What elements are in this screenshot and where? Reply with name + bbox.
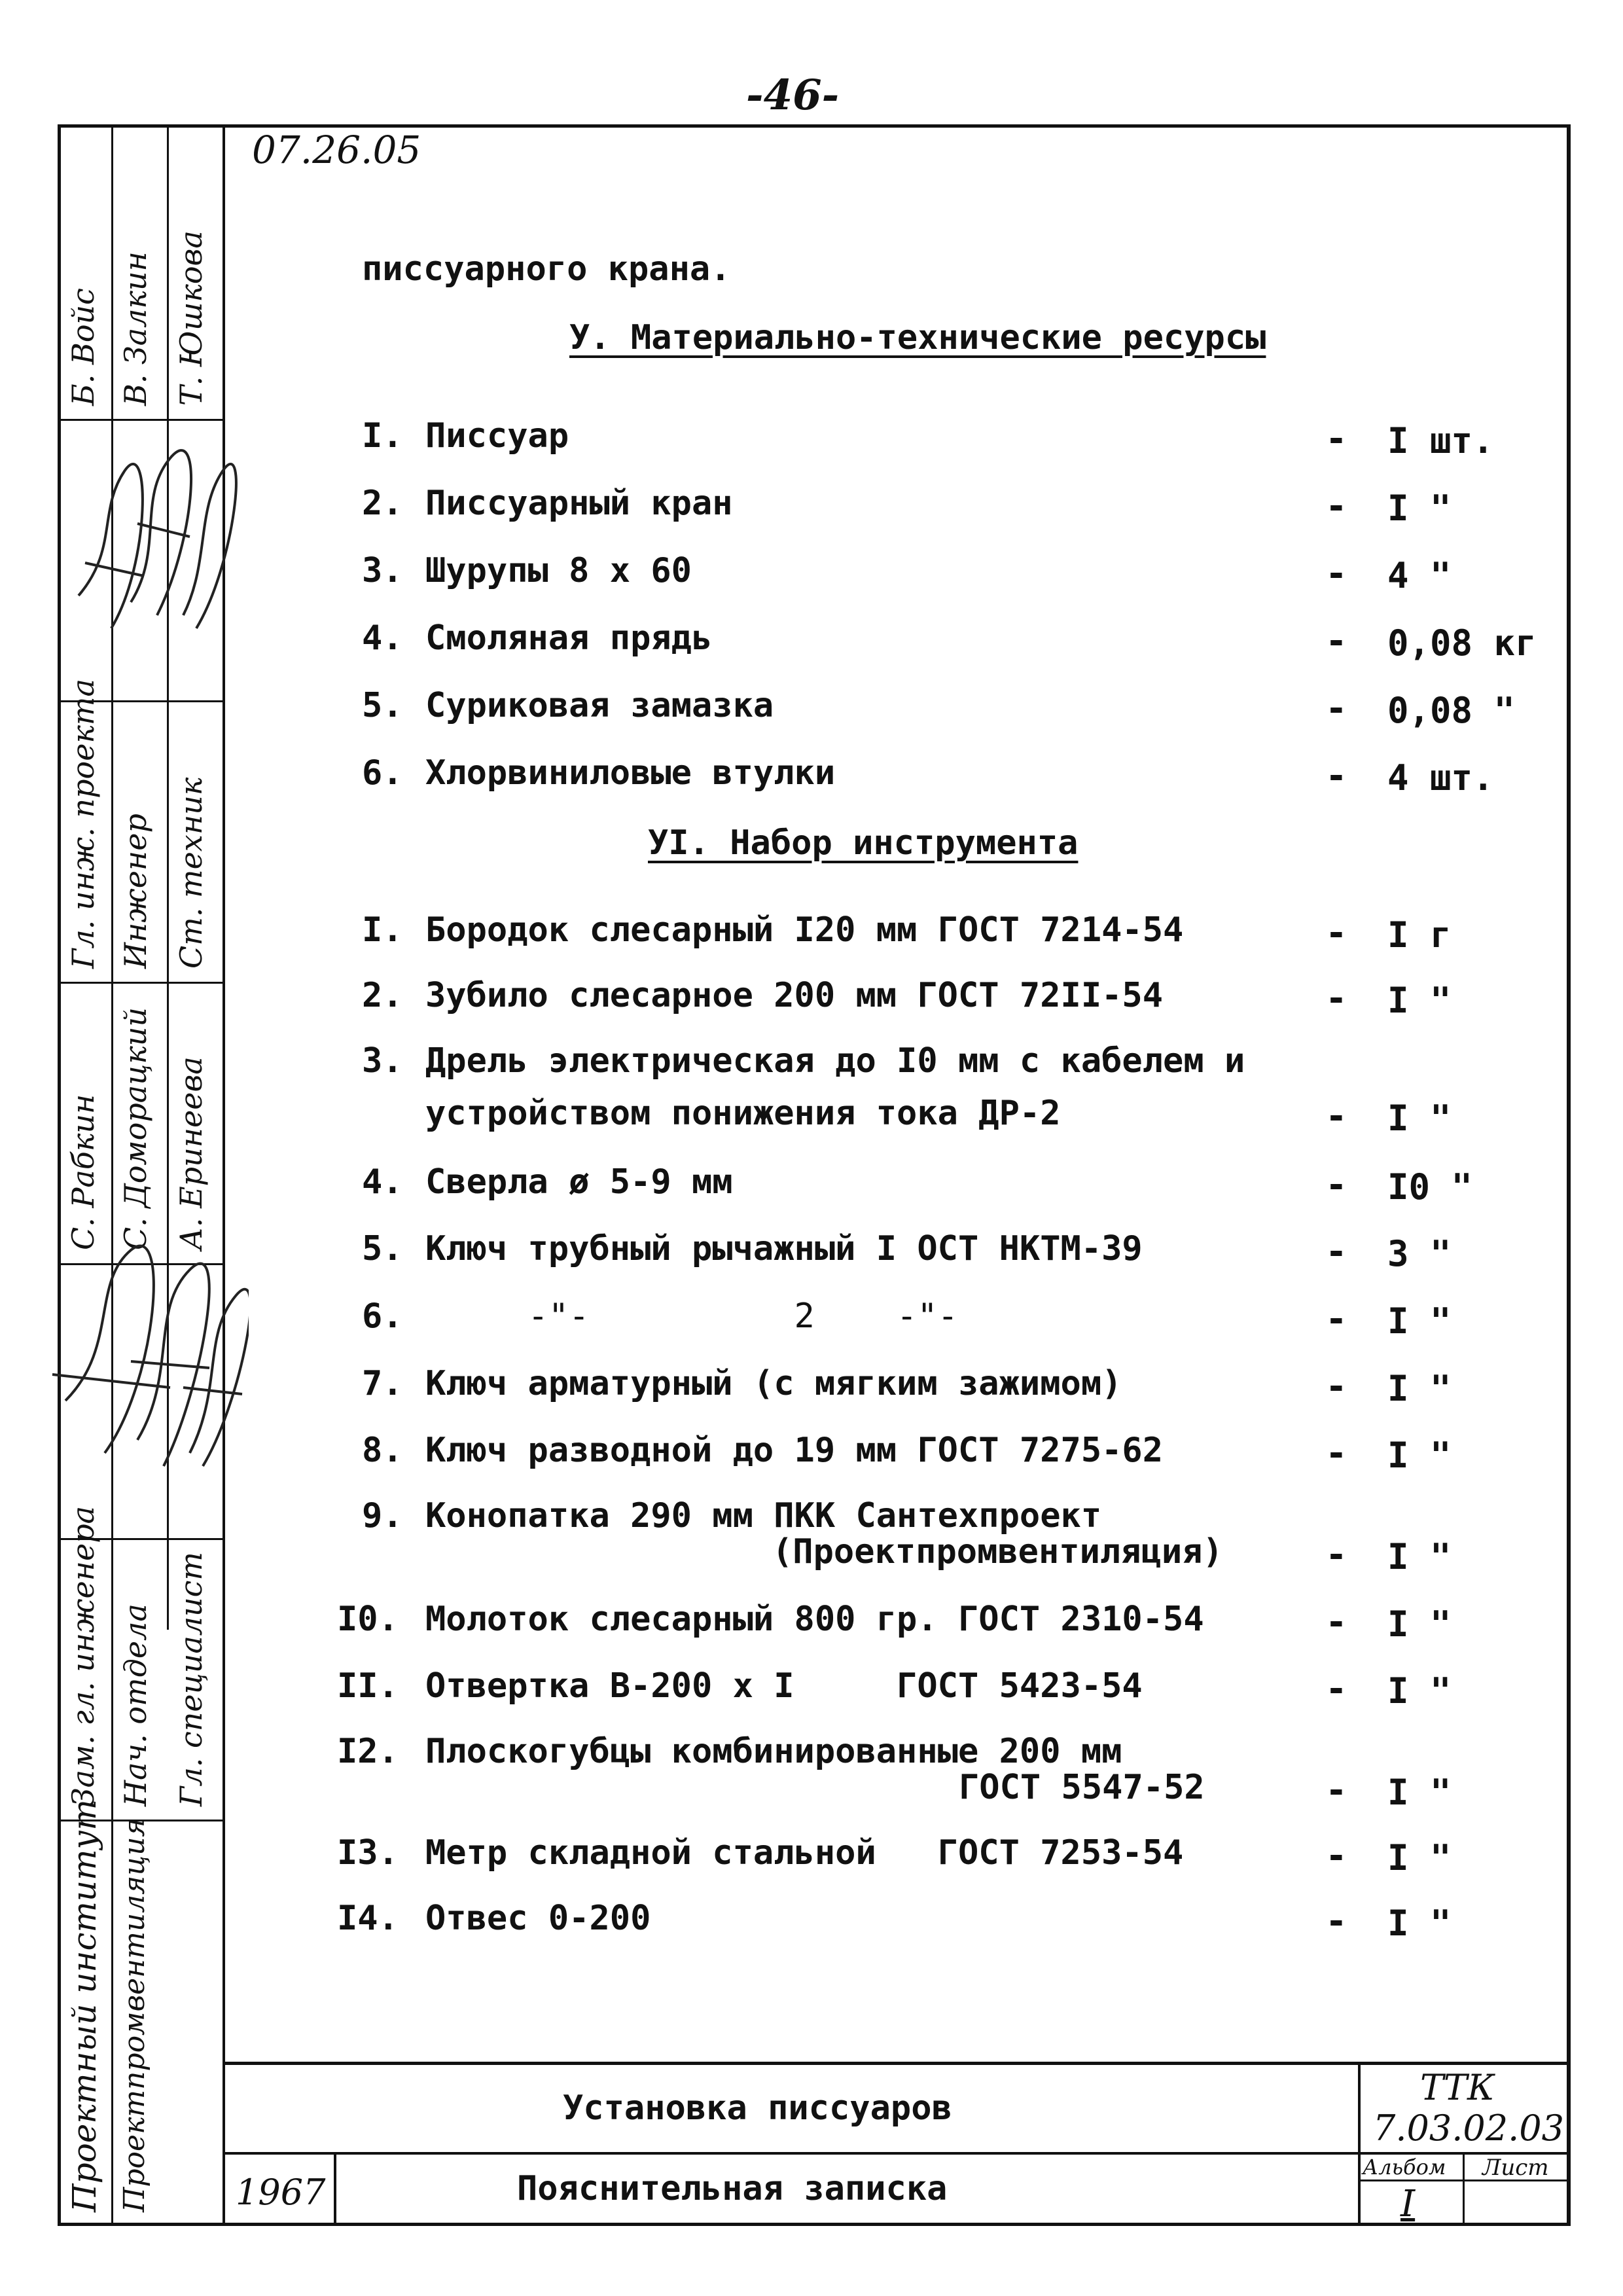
list-item-qty: I " (1387, 1098, 1452, 1139)
stamp-role-gip: Гл. инж. проекта (65, 679, 101, 969)
list-item-qty: I " (1387, 488, 1452, 529)
section6-title: УI. Набор инструмента (648, 823, 1079, 863)
list-item-dash: - (1325, 485, 1347, 528)
list-item-num: II. (337, 1666, 399, 1706)
list-item-dash: - (1325, 1835, 1347, 1877)
list-item-qty: 4 шт. (1387, 757, 1494, 798)
stamp-name-domoratsky: С. Доморацкий (118, 1007, 153, 1250)
list-item-text: Бородок слесарный I20 мм ГОСТ 7214-54 (425, 910, 1184, 950)
section5-title: У. Материально-технические ресурсы (569, 318, 1266, 357)
list-item-num: I4. (337, 1899, 399, 1938)
list-item-text: Молоток слесарный 800 гр. ГОСТ 2310-54 (425, 1600, 1204, 1639)
list-item-qty: I " (1387, 1604, 1452, 1645)
stamp-role-technician: Ст. техник (173, 777, 209, 969)
list-item-qty: I " (1387, 980, 1452, 1021)
list-item-qty: 0,08 кг (1387, 622, 1537, 664)
list-item-dash: - (1325, 1769, 1347, 1812)
list-item-qty: I " (1387, 1300, 1452, 1342)
list-item-dash: - (1325, 1365, 1347, 1408)
list-item-dash: - (1325, 620, 1347, 662)
list-item-num: I3. (337, 1833, 399, 1873)
stamp-name-zalkin: В. Залкин (118, 251, 153, 406)
list-item-num: 5. (362, 686, 403, 725)
list-item-dash: - (1325, 1668, 1347, 1710)
list-item-qty: I г (1387, 914, 1452, 956)
list-item-qty: I " (1387, 1903, 1452, 1944)
list-item-dash: - (1325, 1230, 1347, 1273)
list-item-num: 5. (362, 1229, 403, 1268)
stamp-role-deputy-chief: Зам. гл. инженера (65, 1505, 101, 1806)
stamp-row-1 (58, 419, 223, 421)
list-item-qty: I " (1387, 1772, 1452, 1813)
list-item-dash: - (1325, 1164, 1347, 1206)
stamp-name-erineeva: А. Еринеева (173, 1056, 209, 1250)
list-item-dash: - (1325, 1298, 1347, 1340)
list-item-text: Сверла ø 5-9 мм (425, 1162, 733, 1202)
list-item-qty: I " (1387, 1368, 1452, 1409)
list-item-text: Плоскогубцы комбинированные 200 мм (425, 1732, 1122, 1771)
list-item-text-cont: ГОСТ 5547-52 (959, 1768, 1205, 1807)
list-item-num: 3. (362, 551, 403, 590)
titleblock-sheet-divider (1463, 2152, 1465, 2225)
drawing-subtitle: Пояснительная записка (517, 2169, 948, 2208)
titleblock-code-divider (1358, 2062, 1361, 2225)
list-item-num: 6. (362, 753, 403, 793)
list-item-text: Писсуарный кран (425, 484, 733, 523)
list-item-dash: - (1325, 1095, 1347, 1138)
list-item-dash: - (1325, 1601, 1347, 1643)
list-item-text: Дрель электрическая до I0 мм с кабелем и (425, 1041, 1245, 1081)
list-item-text: Ключ арматурный (с мягким зажимом) (425, 1364, 1122, 1403)
album-label: Альбом (1363, 2155, 1446, 2179)
list-item-text: -"- 2 -"- (425, 1297, 958, 1336)
list-item-num: 4. (362, 619, 403, 658)
stamp-name-voys: Б. Войс (65, 288, 101, 406)
stamp-name-yushkova: Т. Юшкова (173, 230, 209, 406)
list-item-num: I. (362, 910, 403, 950)
stamp-role-chief-specialist: Гл. специалист (173, 1551, 209, 1806)
ttk-code: 7.03.02.03 (1373, 2108, 1564, 2149)
doc-code: 07.26.05 (252, 128, 421, 172)
list-item-text-cont: (Проектпромвентиляция) (772, 1532, 1223, 1571)
list-item-num: I2. (337, 1732, 399, 1771)
list-item-qty: 3 " (1387, 1233, 1452, 1274)
list-item-num: 2. (362, 484, 403, 523)
list-item-dash: - (1325, 1900, 1347, 1943)
list-item-qty: I " (1387, 1435, 1452, 1476)
list-item-qty: I " (1387, 1837, 1452, 1878)
list-item-qty: I " (1387, 1536, 1452, 1577)
list-item-num: 4. (362, 1162, 403, 1202)
list-item-dash: - (1325, 687, 1347, 730)
list-item-text: Хлорвиниловые втулки (425, 753, 836, 793)
list-item-text-cont: устройством понижения тока ДР-2 (425, 1094, 1061, 1133)
list-item-text: Писсуар (425, 416, 569, 456)
list-item-text: Шурупы 8 х 60 (425, 551, 692, 590)
page-number: -46- (746, 71, 840, 120)
list-item-text: Ключ трубный рычажный I ОСТ НКТМ-39 (425, 1229, 1143, 1268)
list-item-num: I. (362, 416, 403, 456)
list-item-text: Отвертка В-200 х I ГОСТ 5423-54 (425, 1666, 1143, 1706)
list-item-num: 8. (362, 1431, 403, 1470)
list-item-dash: - (1325, 1534, 1347, 1576)
list-item-qty: I шт. (1387, 420, 1494, 461)
signature-scribbles (39, 432, 249, 1649)
list-item-qty: 0,08 " (1387, 690, 1516, 731)
list-item-num: 6. (362, 1297, 403, 1336)
list-item-num: 7. (362, 1364, 403, 1403)
list-item-dash: - (1325, 418, 1347, 460)
ttk-label: ТТК (1420, 2067, 1495, 2108)
list-item-dash: - (1325, 755, 1347, 797)
frame-bottom (58, 2223, 1571, 2226)
list-item-num: 9. (362, 1496, 403, 1535)
list-item-text: Зубило слесарное 200 мм ГОСТ 72II-54 (425, 976, 1164, 1015)
stamp-org-line1: Проектный институт (65, 1799, 103, 2212)
titleblock-year-divider (334, 2152, 336, 2225)
list-item-qty: I " (1387, 1670, 1452, 1712)
stamp-role-dept-head: Нач. отдела (118, 1604, 153, 1806)
drawing-year: 1967 (236, 2172, 326, 2213)
sheet-label: Лист (1482, 2155, 1549, 2181)
frame-right (1567, 124, 1571, 2225)
list-item-text: Конопатка 290 мм ПКК Сантехпроект (425, 1496, 1102, 1535)
list-item-num: 2. (362, 976, 403, 1015)
list-item-num: I0. (337, 1600, 399, 1639)
stamp-role-engineer: Инженер (118, 814, 153, 969)
list-item-num: 3. (362, 1041, 403, 1081)
list-item-dash: - (1325, 977, 1347, 1020)
list-item-text: Ключ разводной до 19 мм ГОСТ 7275-62 (425, 1431, 1164, 1470)
drawing-title: Установка писсуаров (563, 2089, 952, 2128)
list-item-dash: - (1325, 912, 1347, 954)
intro-text: писсуарного крана. (362, 249, 731, 289)
list-item-qty: I0 " (1387, 1166, 1473, 1208)
titleblock-top (223, 2062, 1569, 2065)
list-item-text: Суриковая замазка (425, 686, 774, 725)
list-item-dash: - (1325, 1432, 1347, 1475)
list-item-dash: - (1325, 552, 1347, 595)
stamp-org-line2: Проектпромвентиляция (118, 1818, 151, 2212)
album-value: I (1400, 2183, 1416, 2225)
list-item-text: Смоляная прядь (425, 619, 713, 658)
list-item-qty: 4 " (1387, 555, 1452, 596)
list-item-text: Метр складной стальной ГОСТ 7253-54 (425, 1833, 1184, 1873)
stamp-name-rabkin: С. Рабкин (65, 1094, 101, 1250)
list-item-text: Отвес 0-200 (425, 1899, 651, 1938)
